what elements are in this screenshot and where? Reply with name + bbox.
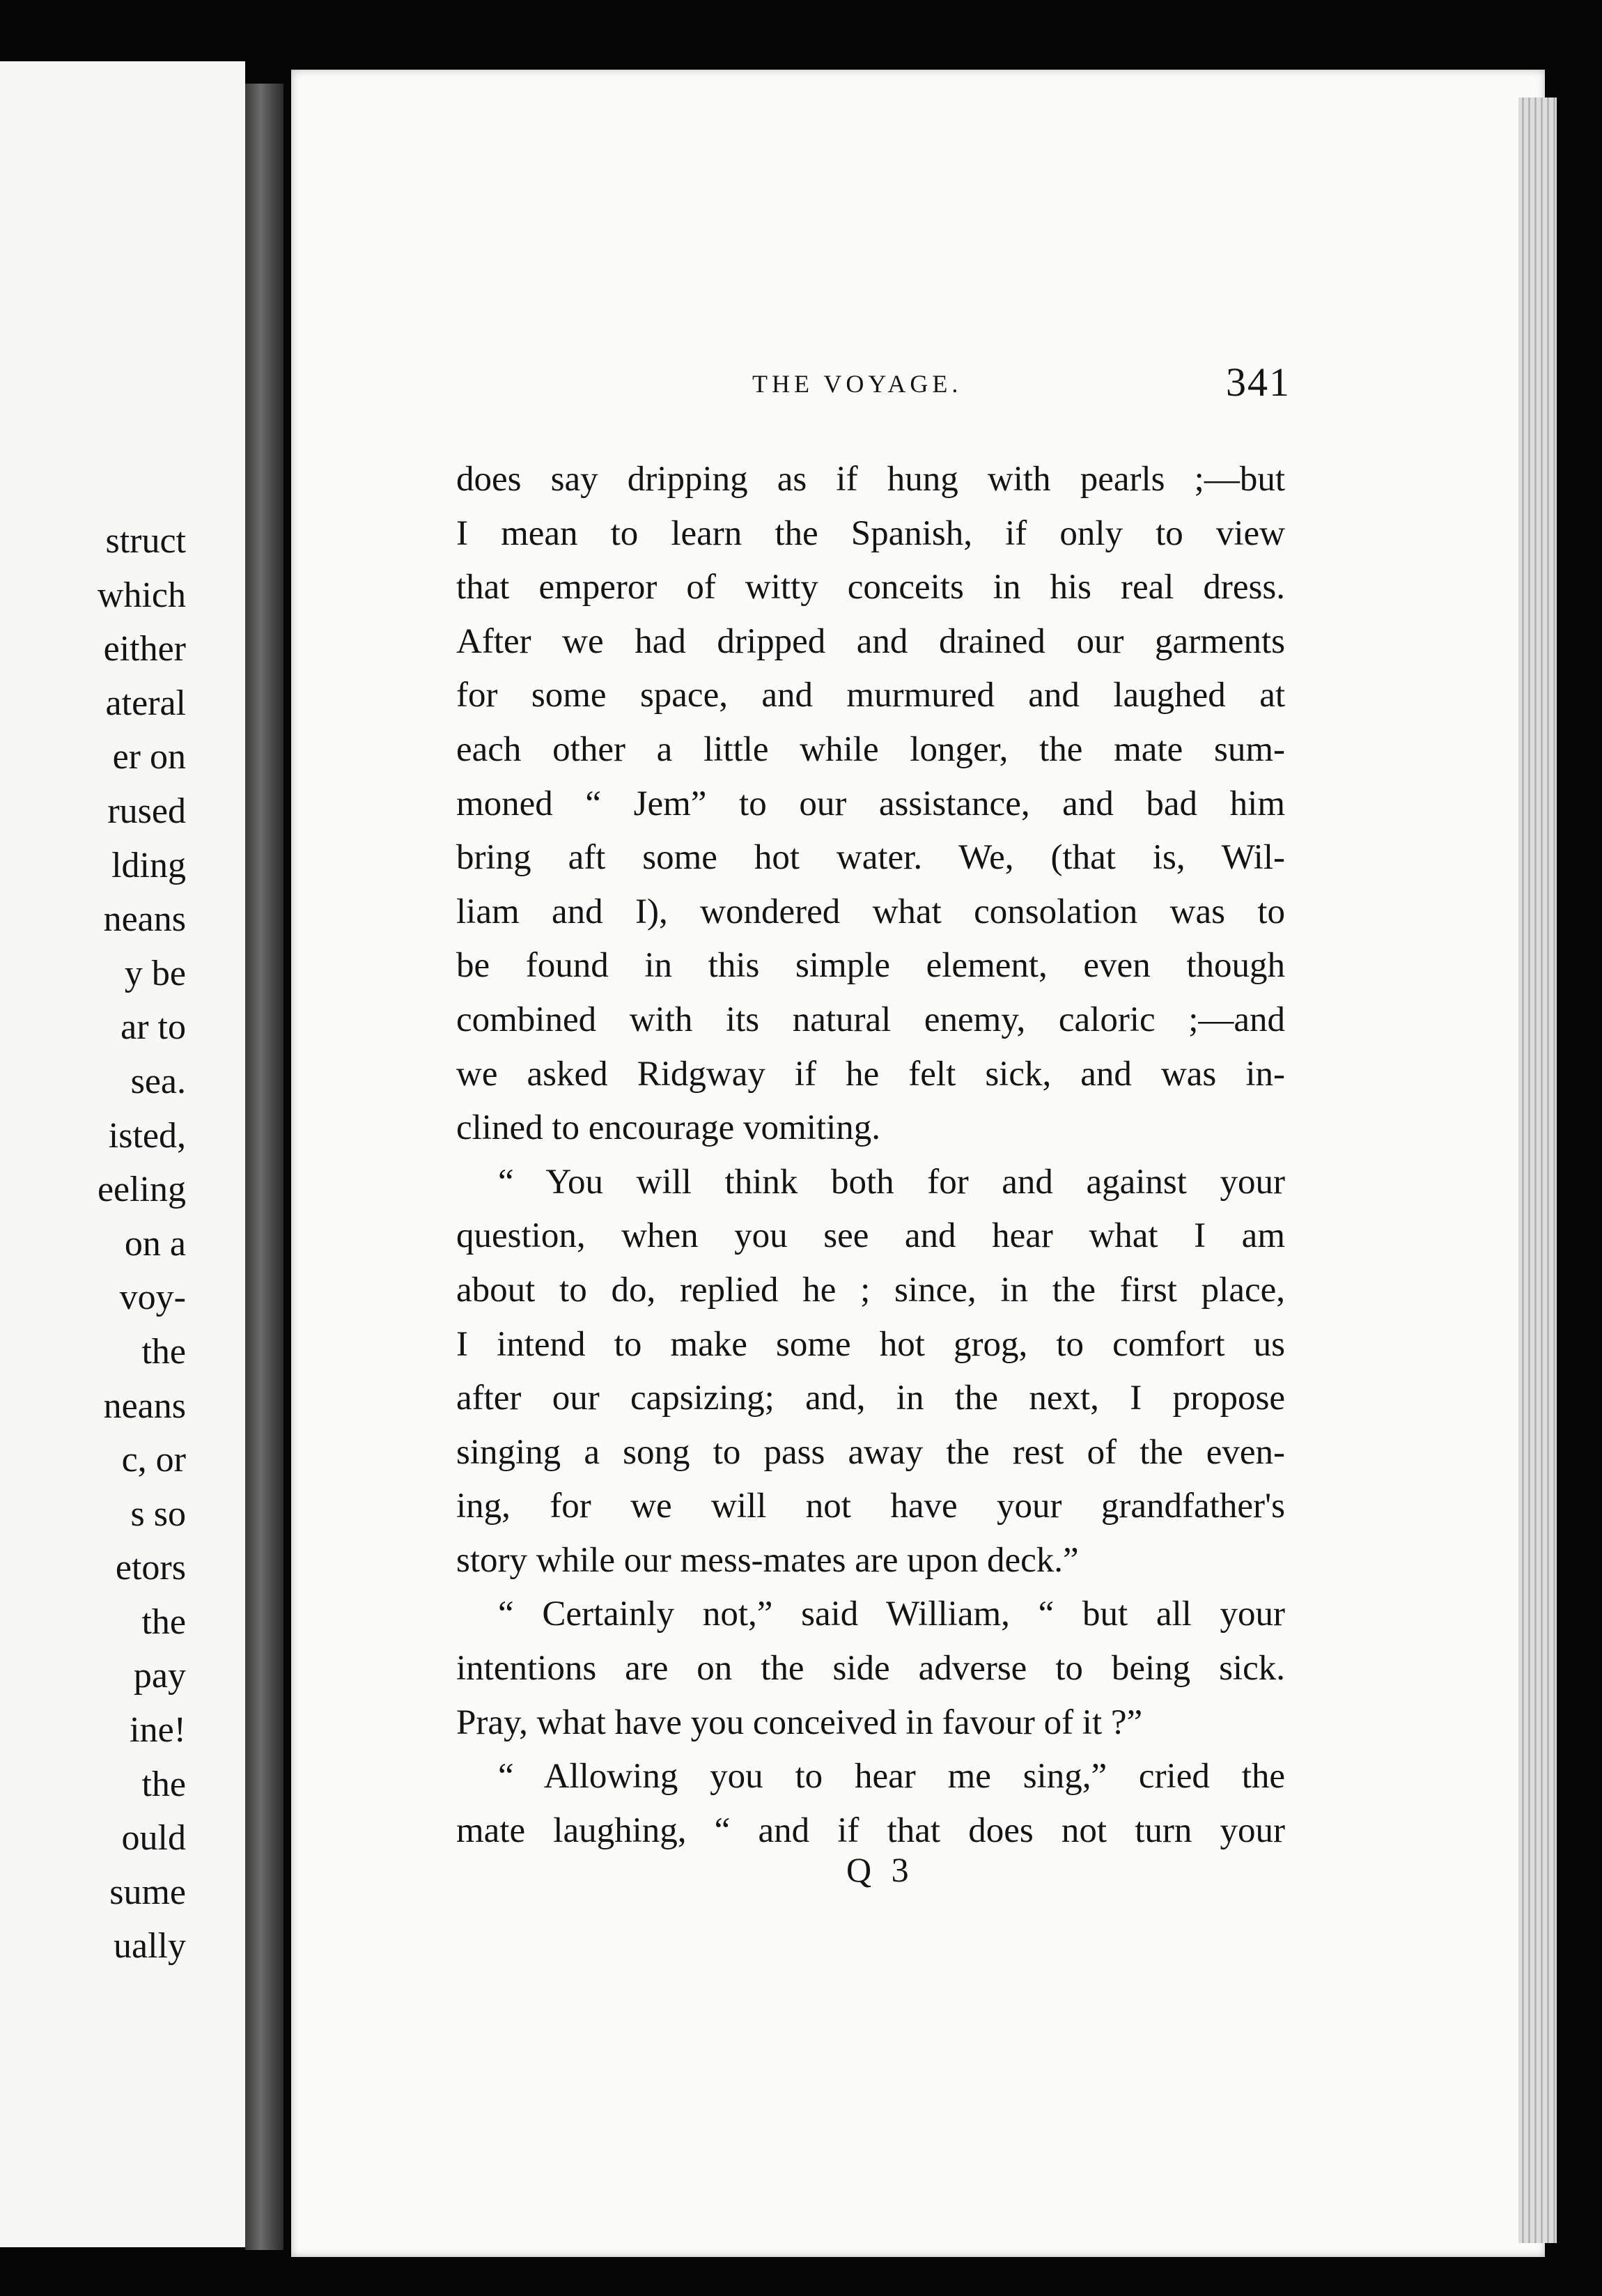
facing-page-line: neans xyxy=(103,1386,186,1426)
facing-page-line: isted, xyxy=(108,1115,186,1156)
facing-page-line: pay xyxy=(133,1656,186,1696)
page-number: 341 xyxy=(1226,359,1291,405)
running-head: THE VOYAGE. xyxy=(752,370,963,398)
facing-page-line: ar to xyxy=(120,1007,186,1048)
facing-page-line: eeling xyxy=(97,1170,186,1210)
text-line: clined to encourage vomiting. xyxy=(456,1108,880,1148)
signature-mark: Q 3 xyxy=(846,1850,915,1889)
text-line: we asked Ridgway if he felt sick, and was in- xyxy=(456,1054,1285,1094)
facing-page-text xyxy=(0,514,245,1973)
text-line: question, when you see and hear what I am xyxy=(456,1216,1285,1256)
facing-page-line: etors xyxy=(115,1548,186,1588)
facing-page-line: lding xyxy=(111,845,186,885)
facing-page-line: y be xyxy=(124,953,186,993)
text-line: ing, for we will not have your grandfather's xyxy=(456,1487,1285,1526)
text-line: “ You will think both for and against your xyxy=(498,1162,1285,1202)
facing-page-line: struct xyxy=(105,521,186,561)
text-line: each other a little while longer, the mate sum- xyxy=(456,729,1285,769)
text-line: I intend to make some hot grog, to comfort us xyxy=(456,1324,1285,1364)
text-line: “ Allowing you to hear me sing,” cried the xyxy=(498,1757,1285,1797)
facing-page-line: rused xyxy=(107,791,186,831)
text-line: bring aft some hot water. We, (that is, Wil- xyxy=(456,838,1285,878)
text-line: Pray, what have you conceived in favour of it ?” xyxy=(456,1702,1143,1742)
facing-page-line: s so xyxy=(130,1494,186,1534)
facing-page-line: on a xyxy=(124,1223,186,1264)
facing-page-line: c, or xyxy=(121,1440,186,1480)
page-fore-edge xyxy=(1518,98,1557,2243)
facing-page-line: ateral xyxy=(105,683,186,723)
facing-page-line: the xyxy=(141,1764,186,1804)
text-line: for some space, and murmured and laughed at xyxy=(456,676,1285,715)
book-gutter xyxy=(245,84,283,2250)
facing-page-line: voy- xyxy=(119,1278,186,1318)
text-line: singing a song to pass away the rest of the even- xyxy=(456,1432,1285,1472)
facing-page-line: neans xyxy=(103,899,186,940)
text-line: moned “ Jem” to our assistance, and bad him xyxy=(456,784,1285,823)
body-text xyxy=(456,453,1285,1858)
text-line: does say dripping as if hung with pearls ;—but xyxy=(456,460,1285,499)
text-line: combined with its natural enemy, caloric ;—and xyxy=(456,1000,1285,1039)
facing-page-line: which xyxy=(97,575,186,615)
facing-page-line: either xyxy=(103,629,186,669)
text-line: intentions are on the side adverse to being sick. xyxy=(456,1649,1285,1689)
text-line: mate laughing, “ and if that does not turn your xyxy=(456,1810,1285,1850)
facing-page-left xyxy=(0,61,245,2247)
text-line: after our capsizing; and, in the next, I propose xyxy=(456,1379,1285,1418)
text-line: liam and I), wondered what consolation was to xyxy=(456,892,1285,931)
facing-page-line: ould xyxy=(121,1818,186,1859)
text-line: that emperor of witty conceits in his real dress. xyxy=(456,568,1285,607)
facing-page-line: er on xyxy=(112,737,186,777)
text-line: I mean to learn the Spanish, if only to view xyxy=(456,513,1285,553)
facing-page-line: sume xyxy=(109,1872,186,1912)
facing-page-line: ine! xyxy=(130,1710,186,1751)
text-line: about to do, replied he ; since, in the first place, xyxy=(456,1270,1285,1310)
text-line: After we had dripped and drained our garments xyxy=(456,621,1285,661)
text-line: “ Certainly not,” said William, “ but all your xyxy=(498,1595,1285,1634)
facing-page-line: sea. xyxy=(130,1061,186,1101)
facing-page-line: the xyxy=(141,1331,186,1372)
facing-page-line: ually xyxy=(114,1926,186,1967)
text-line: story while our mess-mates are upon deck.” xyxy=(456,1540,1079,1580)
text-line: be found in this simple element, even though xyxy=(456,946,1285,986)
facing-page-line: the xyxy=(141,1601,186,1642)
